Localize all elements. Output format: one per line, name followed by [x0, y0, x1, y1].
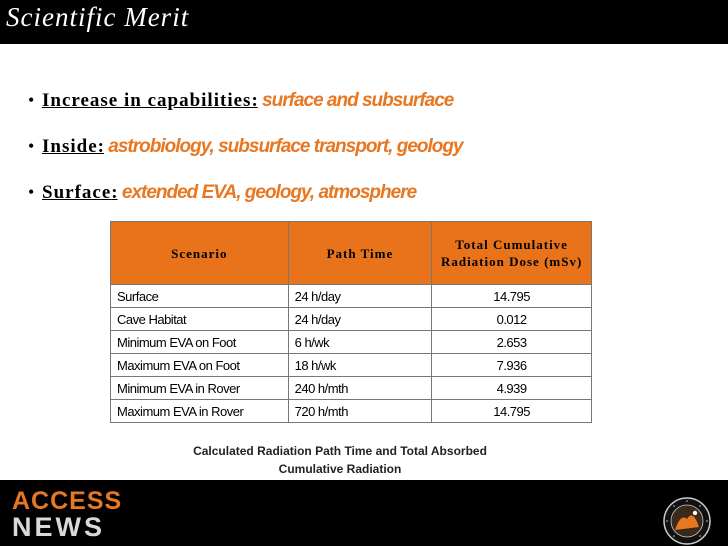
cell-scenario: Maximum EVA in Rover	[111, 400, 289, 423]
cell-path-time: 240 h/mth	[288, 377, 432, 400]
column-header-scenario: Scenario	[111, 222, 289, 285]
table-row	[111, 331, 592, 354]
column-header-total-dose: Total Cumulative Radiation Dose (mSv)	[432, 222, 592, 285]
bullet-colon: :	[251, 90, 258, 111]
table-row	[111, 285, 592, 308]
access-news-seal-icon	[662, 496, 712, 546]
bullet-item-surface	[28, 178, 708, 224]
cell-dose: 14.795	[432, 285, 592, 308]
cell-path-time: 24 h/day	[288, 285, 432, 308]
table-header-row	[111, 222, 592, 285]
bullet-term: Surface	[42, 182, 112, 203]
table-row	[111, 400, 592, 423]
bullet-colon: :	[111, 182, 118, 203]
cell-dose: 14.795	[432, 400, 592, 423]
cell-dose: 7.936	[432, 354, 592, 377]
bullet-term: Inside	[42, 136, 98, 157]
cell-path-time: 720 h/mth	[288, 400, 432, 423]
cell-dose: 2.653	[432, 331, 592, 354]
access-news-logo	[12, 488, 122, 540]
table-caption	[120, 442, 560, 478]
radiation-table	[110, 221, 592, 423]
caption-line-1: Calculated Radiation Path Time and Total Absorbed	[193, 444, 487, 458]
logo-line-1: ACCESS	[12, 487, 123, 515]
bullet-term: Increase in capabilities	[42, 90, 252, 111]
cell-scenario: Minimum EVA on Foot	[111, 331, 289, 354]
bullet-item-inside	[28, 132, 708, 178]
column-header-path-time: Path Time	[288, 222, 432, 285]
cell-scenario: Cave Habitat	[111, 308, 289, 331]
cell-scenario: Surface	[111, 285, 289, 308]
caption-line-2: Cumulative Radiation	[278, 462, 402, 476]
bullet-text: extended EVA, geology, atmosphere	[117, 182, 417, 203]
bullet-marker: •	[28, 136, 35, 156]
bullet-text: surface and subsurface	[257, 90, 454, 111]
cell-scenario: Maximum EVA on Foot	[111, 354, 289, 377]
cell-path-time: 18 h/wk	[288, 354, 432, 377]
table-row	[111, 377, 592, 400]
logo-line-2: NEWS	[12, 512, 105, 542]
cell-scenario: Minimum EVA in Rover	[111, 377, 289, 400]
cell-path-time: 24 h/day	[288, 308, 432, 331]
footer-bar	[0, 480, 728, 546]
bullet-item-capabilities	[28, 86, 708, 132]
bullet-marker: •	[28, 182, 35, 202]
bullet-marker: •	[28, 90, 35, 110]
title-bar	[0, 0, 728, 44]
bullet-colon: :	[97, 136, 104, 157]
table-row	[111, 354, 592, 377]
table-row	[111, 308, 592, 331]
slide-title: Scientific Merit	[6, 2, 190, 32]
bullet-text: astrobiology, subsurface transport, geology	[103, 136, 463, 157]
cell-dose: 0.012	[432, 308, 592, 331]
bullet-list	[28, 86, 708, 224]
cell-path-time: 6 h/wk	[288, 331, 432, 354]
cell-dose: 4.939	[432, 377, 592, 400]
